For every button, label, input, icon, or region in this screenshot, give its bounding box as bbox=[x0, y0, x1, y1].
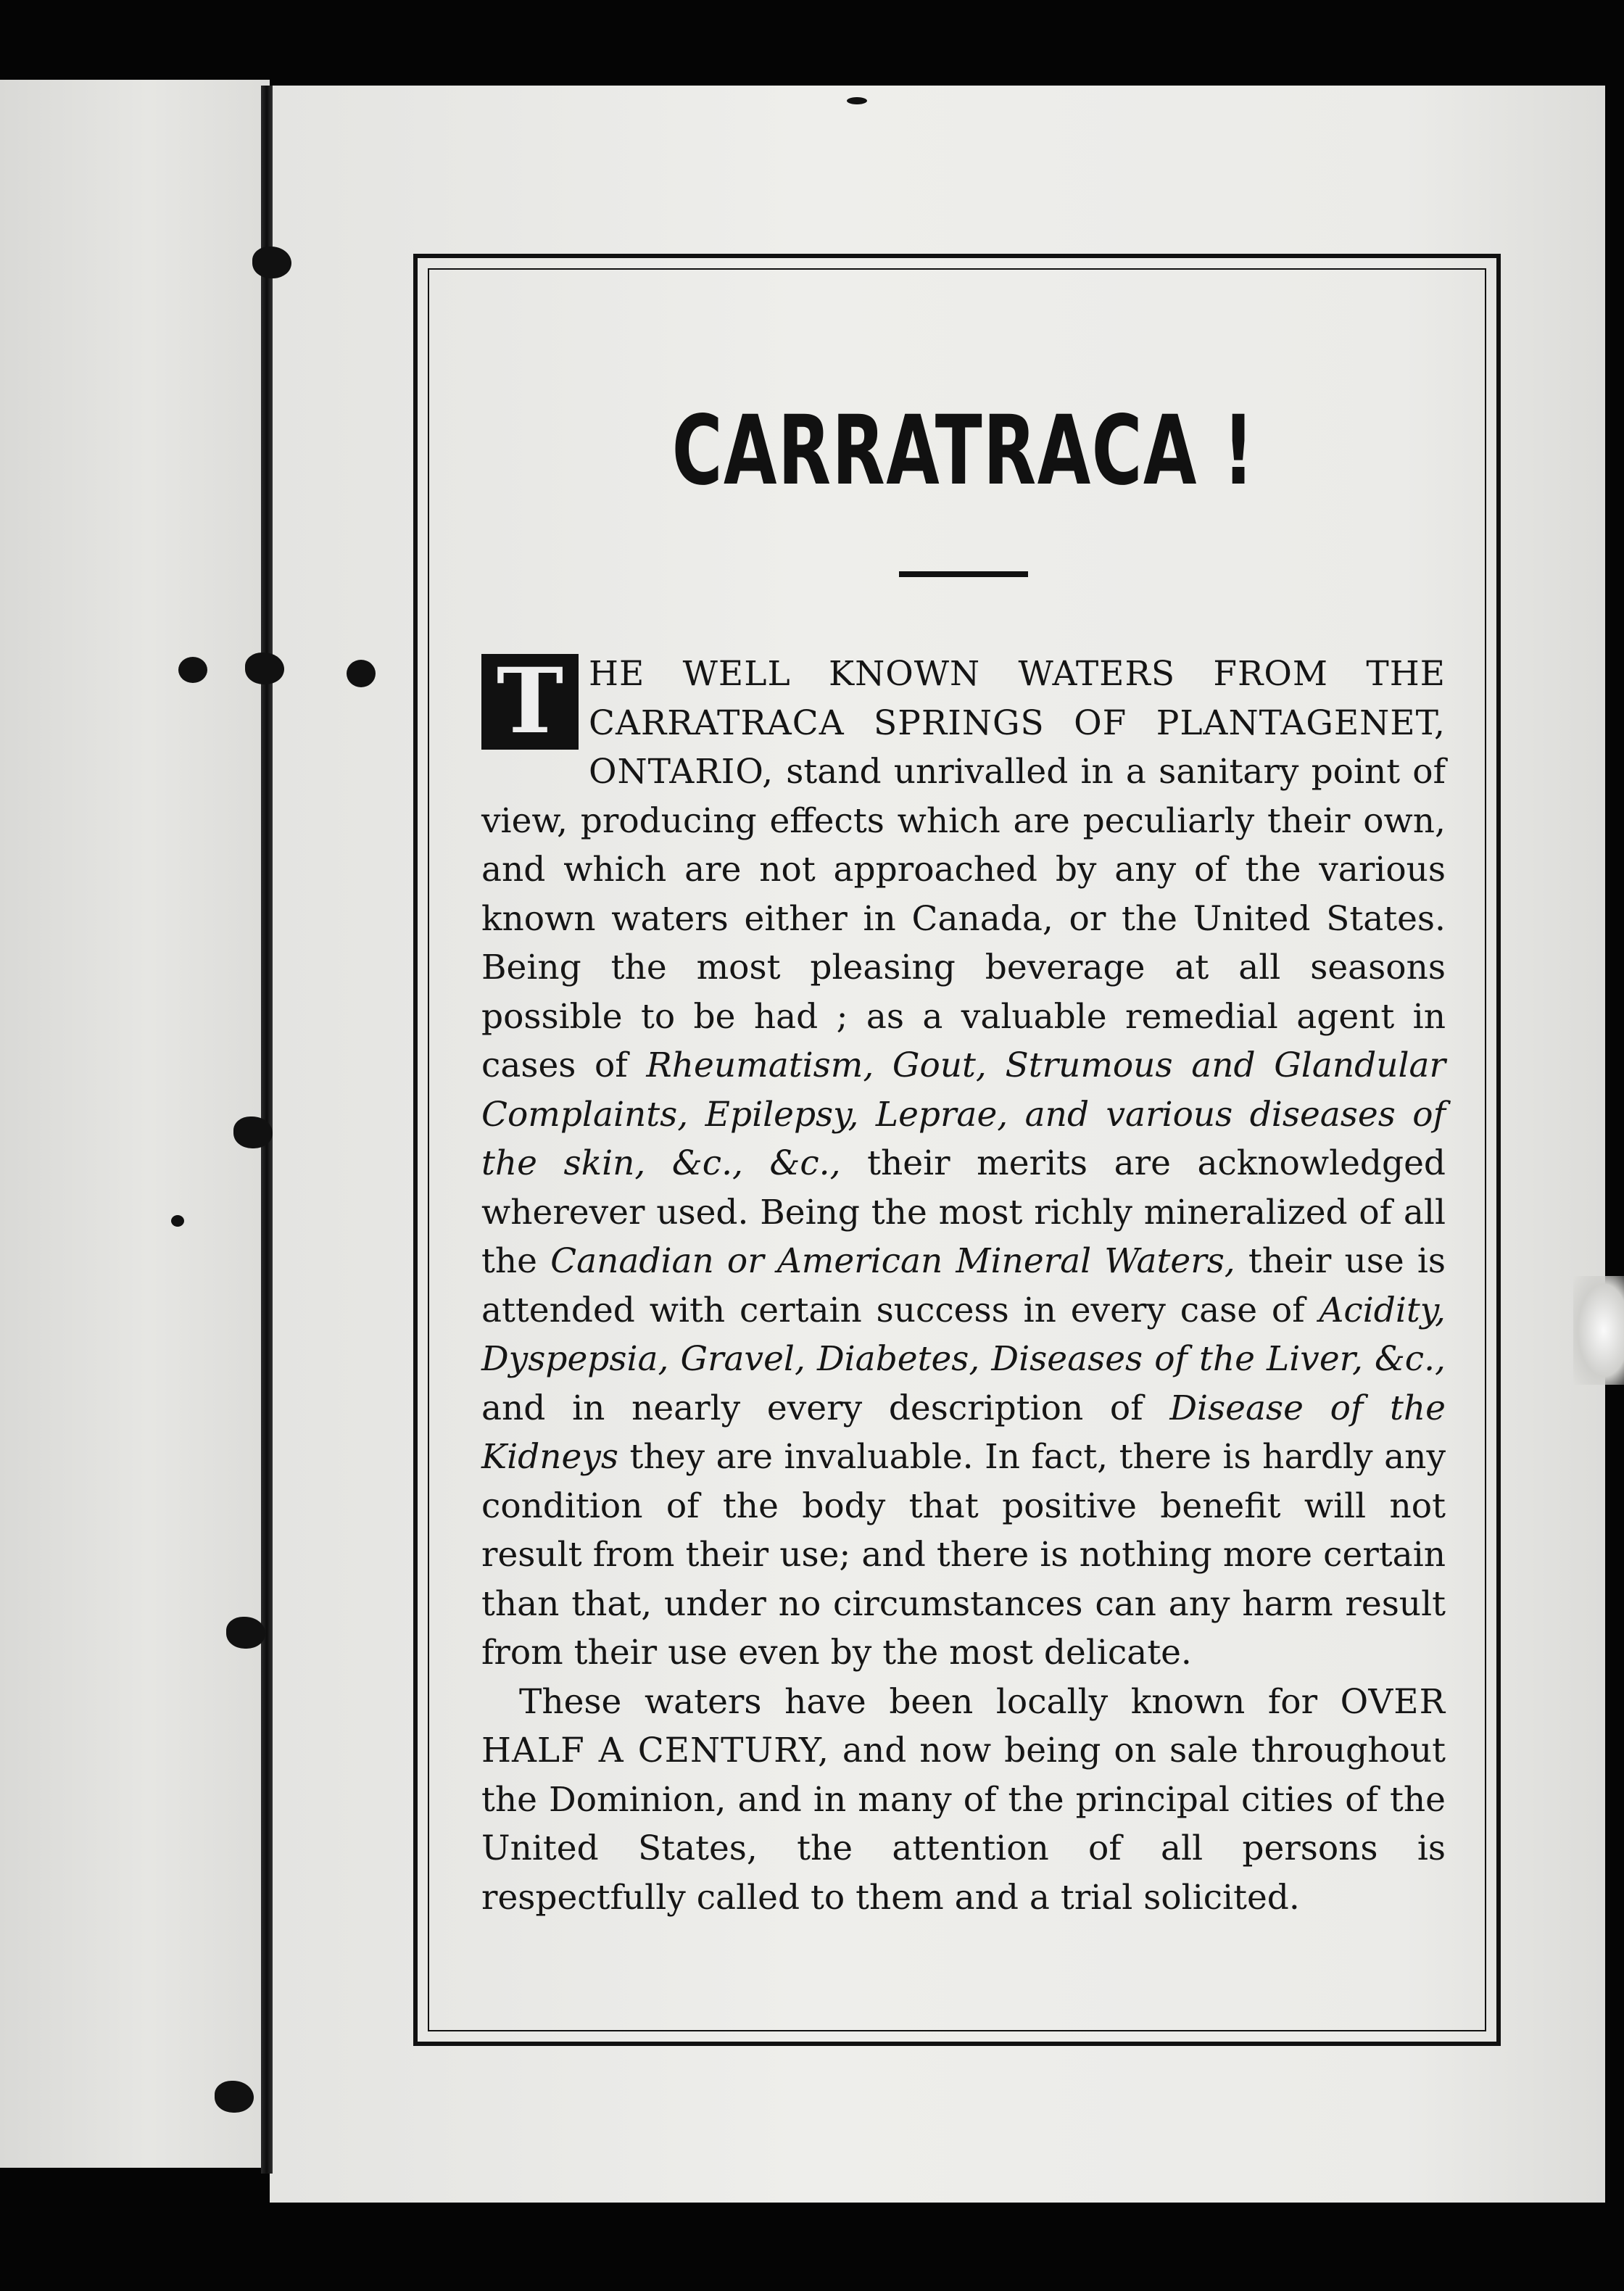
emphasis-small-caps: OVER HALF A CENTURY, bbox=[481, 1681, 1446, 1770]
body-paragraph-1 bbox=[481, 650, 1446, 1678]
italic-waters: Canadian or American Mineral Waters, bbox=[550, 1241, 1235, 1281]
ink-speck bbox=[171, 1215, 184, 1227]
ink-speck bbox=[347, 660, 376, 687]
drop-cap: T bbox=[481, 654, 579, 750]
title-rule bbox=[899, 571, 1028, 577]
left-page bbox=[0, 80, 270, 2168]
page-title: CARRATRACA ! bbox=[671, 395, 1256, 507]
ink-speck bbox=[178, 657, 207, 683]
paragraph-text: and in nearly every description of bbox=[481, 1388, 1170, 1428]
paper-smudge bbox=[1573, 1276, 1624, 1385]
italic-conditions: Acidity, Dyspepsia, Gravel, Diabetes, Diseases of the Liver, &c., bbox=[481, 1290, 1446, 1379]
paragraph-text: stand unrivalled in a sanitary point of view, producing effects which are peculiarly their own, and which are not approached by any of the various known waters either in Canada, or the United States. Being the most pleasing beverage at all seasons possible to be had ; as a valuable remedial agent in cases of bbox=[481, 752, 1446, 1085]
binding-stitch bbox=[245, 652, 284, 684]
italic-kidneys: Disease of the Kidneys bbox=[481, 1388, 1446, 1477]
body-paragraph-2 bbox=[481, 1678, 1446, 1923]
paragraph-text: their merits are acknowledged wherever used. Being the most richly mineralized of all the bbox=[481, 1143, 1446, 1281]
lead-in-small-caps: HE WELL KNOWN WATERS FROM THE CARRATRACA SPRINGS OF PLANTAGENET, ONTARIO, bbox=[589, 654, 1446, 792]
advertisement-content bbox=[481, 395, 1446, 1922]
ink-speck bbox=[847, 97, 867, 104]
binding-stitch bbox=[215, 2081, 254, 2113]
printed-border bbox=[413, 254, 1501, 2046]
paragraph-text: their use is attended with certain success in every case of bbox=[481, 1241, 1446, 1330]
paragraph-text: These waters have been locally known for bbox=[519, 1681, 1341, 1722]
binding-stitch bbox=[233, 1116, 273, 1148]
paragraph-text: they are invaluable. In fact, there is hardly any condition of the body that positive benefit will not result from their use; and there is nothing more certain than that, under no circumstances can any harm result from their use even by the most delicate. bbox=[481, 1437, 1446, 1673]
paragraph-text: and now being on sale throughout the Dominion, and in many of the principal cities of the United States, the attention of all persons is respectfully called to them and a trial solicited. bbox=[481, 1731, 1446, 1918]
italic-ailments: Rheumatism, Gout, Strumous and Glandular Complaints, Epilepsy, Leprae, and various diseases of the skin, &c., &c., bbox=[481, 1045, 1446, 1183]
binding-stitch bbox=[226, 1617, 265, 1649]
binding-stitch bbox=[252, 246, 291, 278]
